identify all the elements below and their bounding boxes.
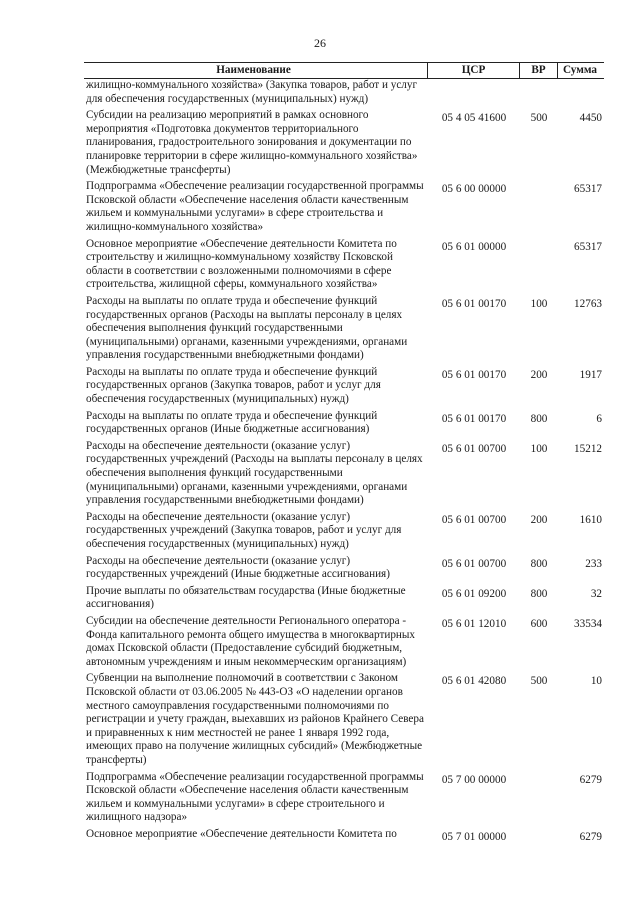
row-sum: 6279 [579,773,602,786]
table-header [84,62,604,79]
table-row [84,511,604,552]
row-vr: 500 [530,675,548,688]
row-csr: 05 6 01 00170 [441,297,507,310]
row-csr: 05 7 01 00000 [441,830,507,843]
row-sum: 10 [590,675,602,688]
table-row [84,555,604,582]
row-name: Расходы на выплаты по оплате труда и обеспечение функций государственных органов (Расходы на выплаты персоналу в целях обеспечения выполнения функций государственными (муниципальными) органами, казенными учреждениями, органами управления государственными внебюджетными фондами) [86,294,408,362]
row-csr: 05 6 01 42080 [441,675,507,688]
row-csr: 05 6 01 00700 [441,513,507,526]
row-vr: 100 [530,442,548,455]
row-sum: 6 [596,412,602,425]
header-csr: ЦСР [428,63,520,78]
row-csr: 05 6 00 00000 [441,183,507,196]
row-name: Расходы на обеспечение деятельности (оказание услуг) государственных учреждений (Расходы на выплаты персоналу в целях обеспечения выполнения функций государственными (муниципальными) органами, казенными учреждениями, органами управления государственными внебюджетными фондами) [86,439,423,507]
table-row [84,79,604,106]
table-row [84,366,604,407]
row-vr: 800 [530,412,548,425]
budget-table [84,62,604,847]
row-vr: 800 [530,587,548,600]
header-vr: ВР [520,63,558,78]
row-name: Основное мероприятие «Обеспечение деятельности Комитета по [86,827,397,840]
row-name: Субсидии на реализацию мероприятий в рамках основного мероприятия «Подготовка документов территориального планирования, градостроительного зонирования и документации по планировке территории в сфере жилищно-коммунального хозяйства» (Межбюджетные трансферты) [86,109,418,176]
row-name: Субсидии на обеспечение деятельности Регионального оператора - Фонда капитального ремонта общего имущества в многоквартирных домах Псковской области (Предоставление субсидий бюджетным, автономным учреждениям и иным некоммерческим организациям) [86,614,416,668]
table-body [84,79,604,844]
table-row [84,238,604,292]
table-row [84,180,604,234]
row-csr: 05 4 05 41600 [441,112,507,125]
row-vr [520,828,558,845]
row-vr: 200 [530,513,548,526]
row-vr: 100 [530,297,548,310]
row-csr: 05 6 01 09200 [441,587,507,600]
row-csr: 05 6 01 00700 [441,557,507,570]
row-sum: 1917 [579,368,602,381]
row-vr: 200 [530,368,548,381]
table-row [84,585,604,612]
table-row [84,410,604,437]
row-vr: 600 [530,617,548,630]
table-row [84,615,604,669]
row-name: Расходы на обеспечение деятельности (оказание услуг) государственных учреждений (Закупка товаров, работ и услуг для обеспечения государственных (муниципальных) нужд) [86,510,402,550]
row-csr: 05 6 01 00170 [441,412,507,425]
table-row [84,828,604,845]
table-row [84,295,604,363]
row-csr: 05 6 01 12010 [441,617,507,630]
row-name: Подпрограмма «Обеспечение реализации государственной программы Псковской области «Обеспечение населения области качественным жильем и коммунальными услугами» в сфере строительного и жилищного надзора» [86,770,424,824]
row-vr [520,771,558,825]
row-csr: 05 7 00 00000 [441,773,507,786]
row-name: Субвенции на выполнение полномочий в соответствии с Законом Псковской области от 03.06.2005 № 443-ОЗ «О наделении органов местного самоуправления государственными полномочиями по регистрации и учету граждан, выехавших из районов Крайнего Севера и приравненных к ним местностей не ранее 1 января 1992 года, имеющих право на получение жилищных субсидий» (Межбюджетные трансферты) [86,672,424,766]
row-name: Подпрограмма «Обеспечение реализации государственной программы Псковской области «Обеспечение населения области качественным жильем и коммунальными услугами» в сфере строительства и жилищно-коммунального хозяйства» [86,180,424,233]
row-csr: 05 6 01 00000 [441,240,507,253]
table-row [84,771,604,825]
row-sum: 6279 [579,830,602,843]
table-row [84,440,604,508]
row-vr [520,180,558,234]
row-name: Расходы на выплаты по оплате труда и обеспечение функций государственных органов (Иные бюджетные ассигнования) [86,409,378,436]
row-name: Расходы на обеспечение деятельности (оказание услуг) государственных учреждений (Иные бюджетные ассигнования) [86,554,390,581]
row-sum: 4450 [579,112,602,125]
row-name: Расходы на выплаты по оплате труда и обеспечение функций государственных органов (Закупка товаров, работ и услуг для обеспечения государственных (муниципальных) нужд) [86,365,381,406]
table-row [84,109,604,177]
row-csr: 05 6 01 00700 [441,442,507,455]
row-name: жилищно-коммунального хозяйства» (Закупка товаров, работ и услуг для обеспечения государственных (муниципальных) нужд) [86,79,418,105]
table-row [84,672,604,767]
row-vr: 800 [530,557,548,570]
row-vr: 500 [530,112,548,125]
row-sum: 65317 [574,183,602,196]
row-csr: 05 6 01 00170 [441,368,507,381]
row-sum: 33534 [574,617,602,630]
header-sum: Сумма [562,64,597,76]
row-sum: 1610 [579,513,602,526]
row-csr [428,79,520,106]
row-vr [520,238,558,292]
page-number: 26 [314,36,326,50]
row-sum [558,79,604,106]
row-sum: 15212 [574,442,602,455]
header-name: Наименование [84,63,428,78]
row-sum: 65317 [574,240,602,253]
row-sum: 12763 [574,297,602,310]
row-vr [520,79,558,106]
row-sum: 233 [585,557,602,570]
row-name: Основное мероприятие «Обеспечение деятельности Комитета по строительству и жилищно-коммунальному хозяйству Псковской области в соответствии с возложенными полномочиями в сфере строительства, жилищной сферы, коммунального хозяйства» [86,237,397,291]
row-name: Прочие выплаты по обязательствам государства (Иные бюджетные ассигнования) [86,584,406,611]
row-sum: 32 [590,587,602,600]
